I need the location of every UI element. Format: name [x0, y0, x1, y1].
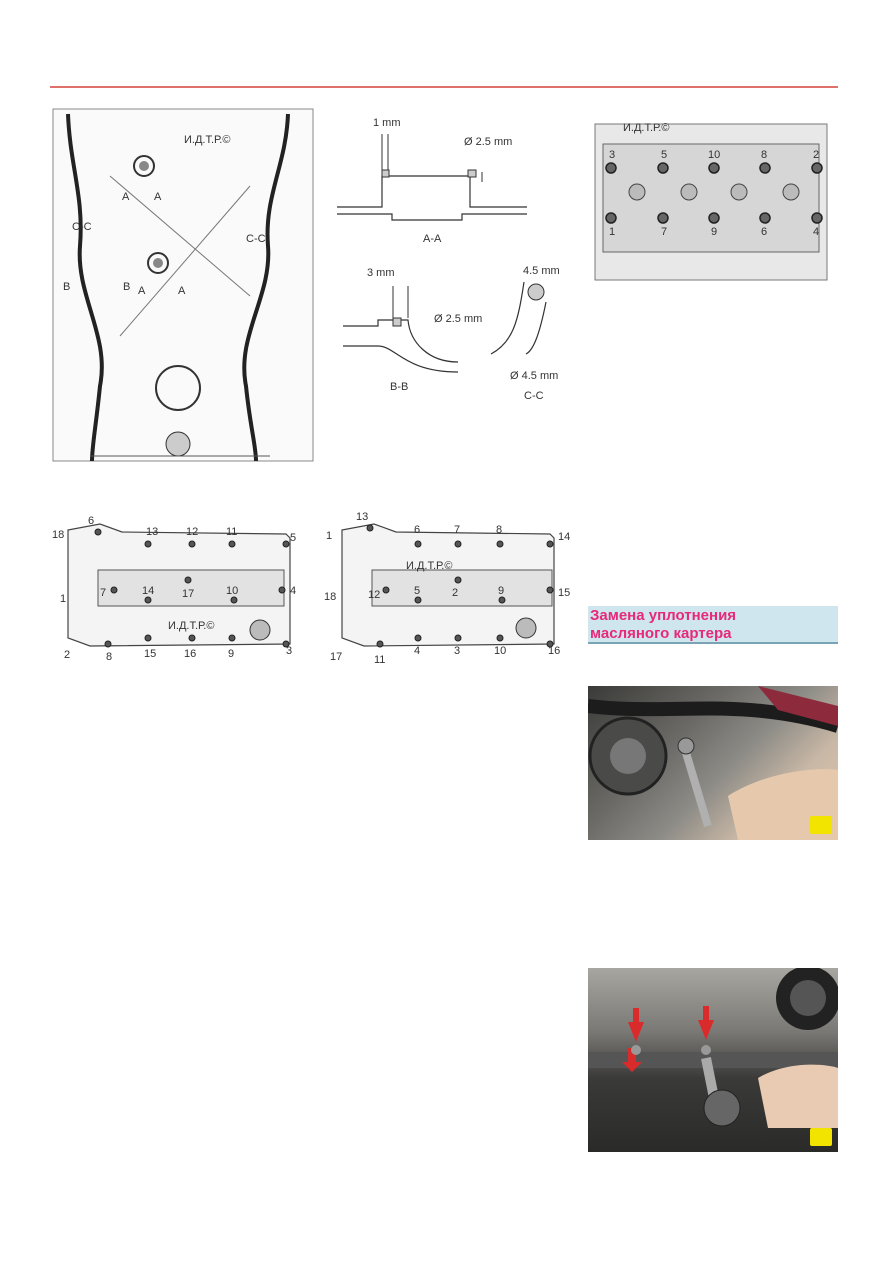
bolt-number: 18	[324, 591, 337, 603]
bolt-number: 17	[330, 651, 343, 663]
label-a: A	[154, 191, 162, 203]
dim-4-5mm: 4.5 mm	[523, 265, 560, 277]
bolt-number: 4	[290, 585, 297, 597]
photo-wrench-bolt	[588, 686, 838, 840]
bolt-number: 9	[498, 585, 505, 597]
bolt-number: 14	[142, 585, 155, 597]
bolt-number: 8	[106, 651, 113, 663]
label-a: A	[178, 285, 186, 297]
bolt-number: 7	[661, 226, 668, 238]
bolt-number: 2	[64, 649, 71, 661]
dim-2-5mm: Ø 2.5 mm	[464, 136, 513, 148]
bolt-number: 8	[496, 524, 503, 536]
label-a: A	[122, 191, 130, 203]
bolt-number: 4	[414, 645, 421, 657]
top-rule	[50, 86, 838, 88]
watermark: И.Д.Т.Р.©	[168, 620, 215, 632]
bolt-number: 4	[813, 226, 820, 238]
bolt-number: 1	[609, 226, 616, 238]
bolt-number: 1	[326, 530, 333, 542]
caption-cc: C-C	[524, 390, 544, 402]
label-b: B	[63, 281, 71, 293]
watermark: И.Д.Т.Р.©	[623, 122, 670, 134]
badge-icon	[810, 816, 832, 834]
dim-2-5mm: Ø 2.5 mm	[434, 313, 483, 325]
detail-bb	[338, 262, 498, 397]
section-title-line2: масляного картера	[590, 625, 732, 642]
bolt-number: 15	[144, 648, 157, 660]
label-c-c: C-C	[72, 221, 92, 233]
bolt-number: 15	[558, 587, 571, 599]
bolt-number: 13	[146, 526, 159, 538]
bolt-number: 7	[100, 587, 107, 599]
bolt-number: 9	[228, 648, 235, 660]
bolt-number: 9	[711, 226, 718, 238]
photo-oil-pan-bolts	[588, 968, 838, 1152]
bolt-number: 2	[813, 149, 820, 161]
bolt-number: 3	[286, 645, 293, 657]
bolt-number: 10	[226, 585, 239, 597]
detail-aa	[332, 112, 532, 247]
bolt-number: 6	[761, 226, 768, 238]
bolt-number: 2	[452, 587, 459, 599]
bolt-number: 6	[414, 524, 421, 536]
head-bolt-diagram	[589, 110, 835, 290]
bolt-number: 6	[88, 515, 95, 527]
section-title	[588, 606, 838, 644]
watermark: И.Д.Т.Р.©	[406, 560, 453, 572]
valve-cover-left-diagram	[50, 508, 308, 666]
caption-aa: A-A	[423, 233, 442, 245]
front-cover-diagram	[50, 106, 318, 466]
watermark: И.Д.Т.Р.©	[184, 134, 231, 146]
bolt-number: 10	[708, 149, 721, 161]
bolt-number: 11	[374, 654, 386, 666]
caption-bb: B-B	[390, 381, 409, 393]
bolt-number: 18	[52, 529, 65, 541]
section-title-line1: Замена уплотнения	[590, 607, 737, 624]
bolt-number: 3	[454, 645, 461, 657]
bolt-number: 8	[761, 149, 768, 161]
label-c-c: C-C	[246, 233, 266, 245]
bolt-number: 16	[184, 648, 197, 660]
bolt-number: 12	[186, 526, 199, 538]
bolt-number: 3	[609, 149, 616, 161]
bolt-number: 11	[226, 526, 238, 538]
dim-1mm: 1 mm	[373, 117, 401, 129]
dim-4-5mm-dia: Ø 4.5 mm	[510, 370, 559, 382]
bolt-number: 14	[558, 531, 571, 543]
badge-icon	[810, 1128, 832, 1146]
bolt-number: 17	[182, 588, 195, 600]
bolt-number: 10	[494, 645, 507, 657]
detail-cc	[488, 262, 568, 402]
bolt-number: 5	[290, 532, 297, 544]
valve-cover-right-diagram	[324, 508, 578, 666]
label-a: A	[138, 285, 146, 297]
bolt-number: 5	[414, 585, 421, 597]
bolt-number: 7	[454, 524, 461, 536]
bolt-number: 5	[661, 149, 668, 161]
bolt-number: 13	[356, 511, 369, 523]
label-b: B	[123, 281, 131, 293]
bolt-number: 12	[368, 589, 381, 601]
bolt-number: 16	[548, 645, 561, 657]
dim-3mm: 3 mm	[367, 267, 395, 279]
bolt-number: 1	[60, 593, 67, 605]
